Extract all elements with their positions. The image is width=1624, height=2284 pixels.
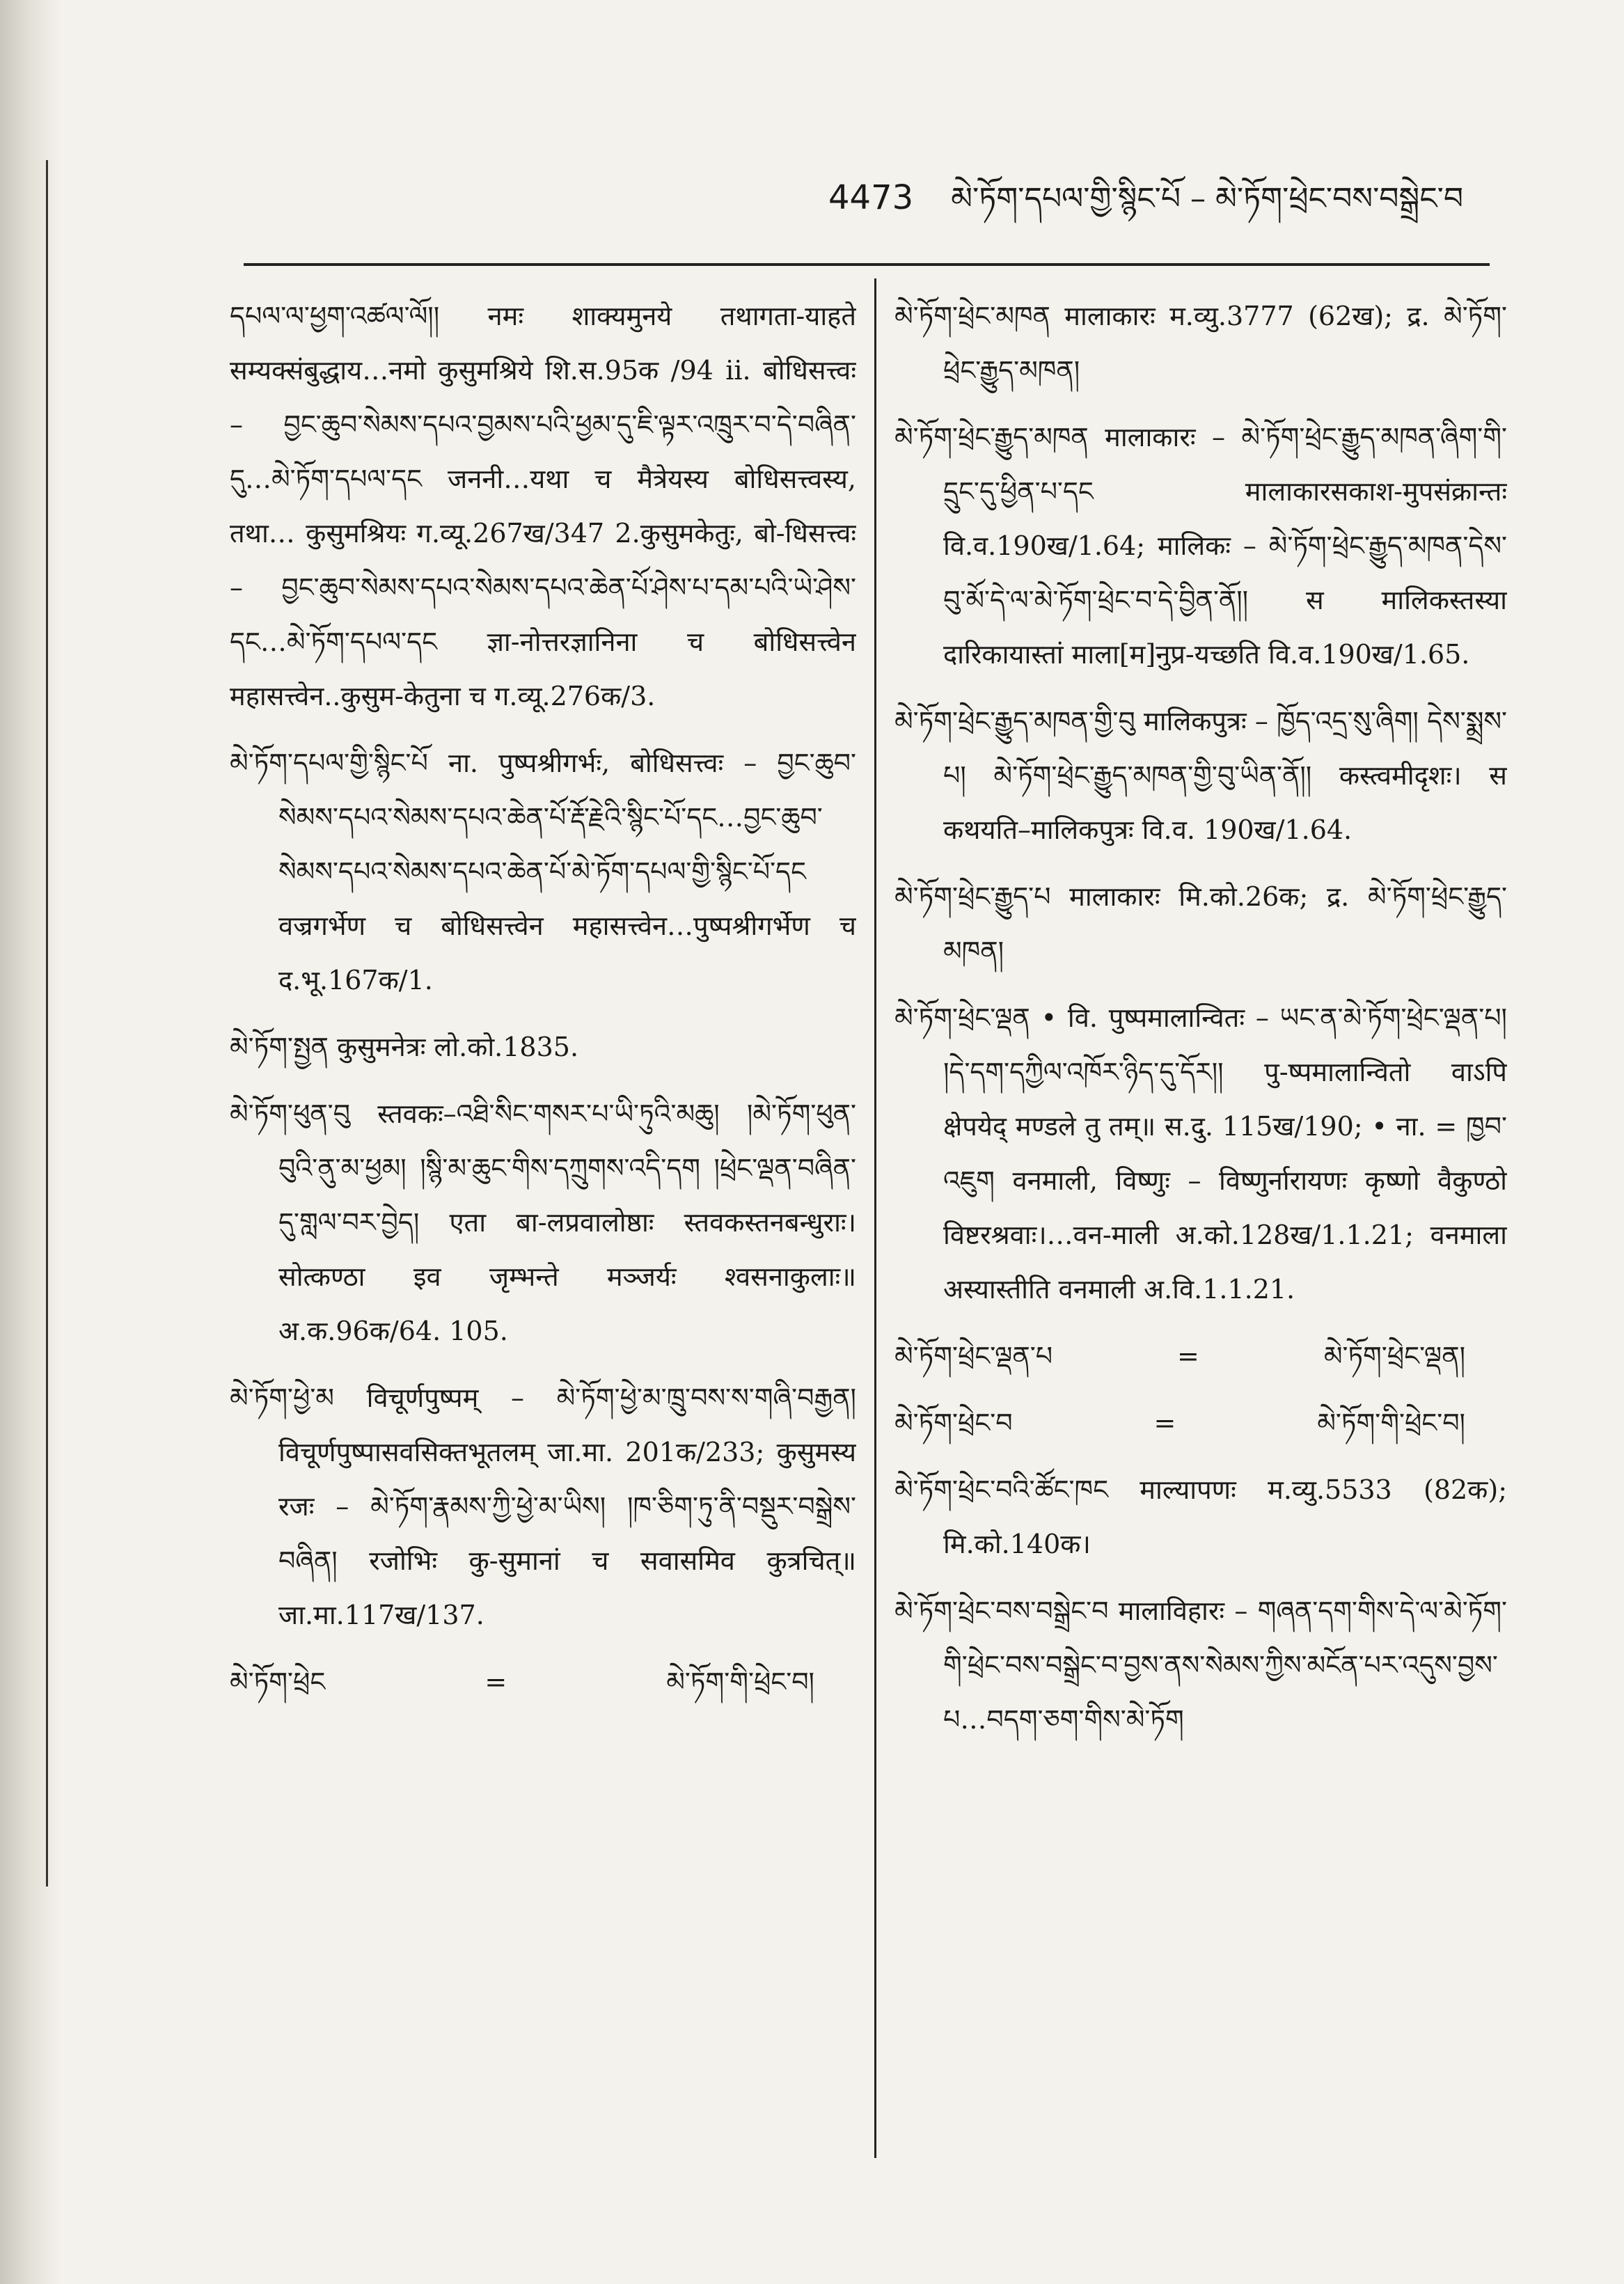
dictionary-entry: མེ་ཏོག་ཕུན་བུ स्तवकः–འཐི་སིང་གསར་པ་ཡི་ཏུའི་མཆུ། །མེ་ཏོག་ཕུན་བུའི་ནུ་མ་ཕྱམ། །སྙི་མ་ཆུང་གིས་དཀྲུགས་འདི་དག །ཕྲེང་ལྡན་བཞིན་དུ་གླལ་བར་བྱེད། एता बा-लप्रवालोष्ठाः स्तवकस्तनबन्धुराः। सोत्कण्ठा इव जृम्भन्ते मञ्जर्यः श्वसनाकुलाः॥ अ.क.96क/64. 105. <box>230 1098 856 1346</box>
dictionary-entry: མེ་ཏོག་ཕྲེང་བའི་ཚོང་ཁང माल्यापणः म.व्यु.5533 (82क); मि.को.140क। <box>894 1474 1507 1559</box>
left-column <box>230 289 856 2238</box>
dictionary-entry: མེ་ཏོག་དཔལ་གྱི་སྙིང་པོ ना. पुष्पश्रीगर्भः, बोधिसत्त्वः – བྱང་ཆུབ་སེམས་དཔའ་སེམས་དཔའ་ཆེན་པོ་རྡོ་རྗེའི་སྙིང་པོ་དང…བྱང་ཆུབ་སེམས་དཔའ་སེམས་དཔའ་ཆེན་པོ་མེ་ཏོག་དཔལ་གྱི་སྙིང་པོ་དང वज्रगर्भेण च बोधिसत्त्वेन महासत्त्वेन…पुष्पश्रीगर्भेण च द.भू.167क/1. <box>230 748 856 995</box>
dictionary-entry: དཔལ་ལ་ཕྱག་འཚལ་ལོ།། नमः शाक्यमुनये तथागता-याहते सम्यक्संबुद्धाय…नमो कुसुमश्रिये शि.स.95क /94 ii. बोधिसत्त्वः – བྱང་ཆུབ་སེམས་དཔའ་བྱམས་པའི་ཕྱམ་དུ་ཇི་ལྟར་འཁྲུར་བ་དེ་བཞིན་དུ…མེ་ཏོག་དཔལ་དང जननी…यथा च मैत्रेयस्य बोधिसत्त्वस्य, तथा… कुसुमश्रियः ग.व्यू.267ख/347 2.कुसुमकेतुः, बो-धिसत्त्वः – བྱང་ཆུབ་སེམས་དཔའ་སེམས་དཔའ་ཆེན་པོ་ཤེས་པ་དམ་པའི་ཡེ་ཤེས་དང…མེ་ཏོག་དཔལ་དང ज्ञा-नोत्तरज्ञानिना च बोधिसत्त्वेन महासत्त्वेन..कुसुम-केतुना च ग.व्यू.276क/3. <box>230 301 856 711</box>
dictionary-entry: མེ་ཏོག་སྤྱན कुसुमनेत्रः लो.को.1835. <box>230 1032 579 1062</box>
right-column <box>894 289 1507 2238</box>
page-left-edge-shadow <box>0 0 63 2284</box>
dictionary-entry: མེ་ཏོག་ཕྲེང་མཁན मालाकारः म.व्यु.3777 (62ख); द्र. མེ་ཏོག་ཕྲེང་རྒྱུད་མཁན། <box>894 301 1507 386</box>
page-left-margin-line <box>46 160 48 1887</box>
running-head: མེ་ཏོག་དཔལ་གྱི་སྙིང་པོ – མེ་ཏོག་ཕྲེང་བས་བསྒྲེང་བ <box>951 181 1464 216</box>
xref-equals: = <box>1153 1408 1176 1438</box>
dictionary-entry: མེ་ཏོག་ཕྲེང་རྒྱུད་པ मालाकारः मि.को.26क; द्र. མེ་ཏོག་ཕྲེང་རྒྱུད་མཁན། <box>894 881 1507 966</box>
page-number: 4473 <box>828 178 914 217</box>
cross-reference-entry <box>230 1655 856 1709</box>
dictionary-entry: མེ་ཏོག་ཕྲེང་བས་བསྒྲེང་བ मालाविहारः – གཞན་དག་གིས་དེ་ལ་མེ་ཏོག་གི་ཕྲེང་བས་བསྒྲེང་བ་བྱས་ནས་སེམས་ཀྱིས་མངོན་པར་འདུས་བྱས་པ…བདག་ཅག་གིས་མེ་ཏོག <box>894 1596 1507 1735</box>
xref-target: མེ་ཏོག་ཕྲེང་ལྡན། <box>1323 1341 1465 1371</box>
dictionary-entry: མེ་ཏོག་ཕྲེང་ལྡན • वि. पुष्पमालान्वितः – ཡང་ན་མེ་ཏོག་ཕྲེང་ལྡན་པ། །དེ་དག་དཀྱིལ་འཁོར་ཉིད་དུ་དོར།། पु-ष्पमालान्वितो वाऽपि क्षेपयेद् मण्डले तु तम्॥ स.दु. 115ख/190; • ना. = ཁྱབ་འཇུག वनमाली, विष्णुः – विष्णुर्नारायणः कृष्णो वैकुण्ठो विष्टरश्रवाः।…वन-माली अ.को.128ख/1.1.21; वनमाला अस्यास्तीति वनमाली अ.वि.1.1.21. <box>894 1002 1507 1305</box>
xref-target: མེ་ཏོག་གི་ཕྲེང་བ། <box>666 1667 814 1697</box>
cross-reference-entry <box>894 1396 1507 1450</box>
cross-reference-entry <box>894 1329 1507 1383</box>
xref-target: མེ་ཏོག་གི་ཕྲེང་བ། <box>1317 1408 1465 1438</box>
column-divider <box>874 278 876 2158</box>
dictionary-entry: མེ་ཏོག་ཕྲེང་རྒྱུད་མཁན मालाकारः – མེ་ཏོག་ཕྲེང་རྒྱུད་མཁན་ཞིག་གི་དྲུང་དུ་ཕྱིན་པ་དང मालाकारसकाश-मुपसंक्रान्तः वि.व.190ख/1.64; मालिकः – མེ་ཏོག་ཕྲེང་རྒྱུད་མཁན་དེས་བུ་མོ་དེ་ལ་མེ་ཏོག་ཕྲེང་བ་དེ་བྱིན་ནོ།། स मालिकस्तस्या दारिकायास्तां माला[म]नुप्र-यच्छति वि.व.190ख/1.65. <box>894 422 1507 670</box>
header-rule <box>244 263 1490 266</box>
page-header <box>828 164 1524 217</box>
xref-term: མེ་ཏོག་ཕྲེང་ལྡན་པ <box>894 1341 1053 1371</box>
xref-term: མེ་ཏོག་ཕྲེང་བ <box>894 1408 1013 1438</box>
dictionary-entry: མེ་ཏོག་ཕྲེང་རྒྱུད་མཁན་གྱི་བུ मालिकपुत्रः – ཁྱོད་འདྲ་སུ་ཞིག། དེས་སྨྲས་པ། མེ་ཏོག་ཕྲེང་རྒྱུད་མཁན་གྱི་བུ་ཡིན་ནོ།། कस्त्वमीदृशः। स कथयति–मालिकपुत्रः वि.व. 190ख/1.64. <box>894 706 1507 845</box>
dictionary-entry: མེ་ཏོག་ཕྱེ་མ विचूर्णपुष्पम् – མེ་ཏོག་ཕྱེ་མ་ཁྲུ་བས་ས་གཞི་བརྒྱན། विचूर्णपुष्पासवसिक्तभूतलम् जा.मा. 201क/233; कुसुमस्य रजः – མེ་ཏོག་རྣམས་ཀྱི་ཕྱེ་མ་ཡིས། །ཁ་ཅིག་ཏུ་ནི་བསྡུར་བསྒྲེས་བཞིན། रजोभिः कु-सुमानां च सवासमिव कुत्रचित्॥ जा.मा.117ख/137. <box>230 1383 856 1630</box>
xref-term: མེ་ཏོག་ཕྲེང <box>230 1667 326 1697</box>
xref-equals: = <box>484 1667 507 1697</box>
xref-equals: = <box>1177 1341 1199 1371</box>
